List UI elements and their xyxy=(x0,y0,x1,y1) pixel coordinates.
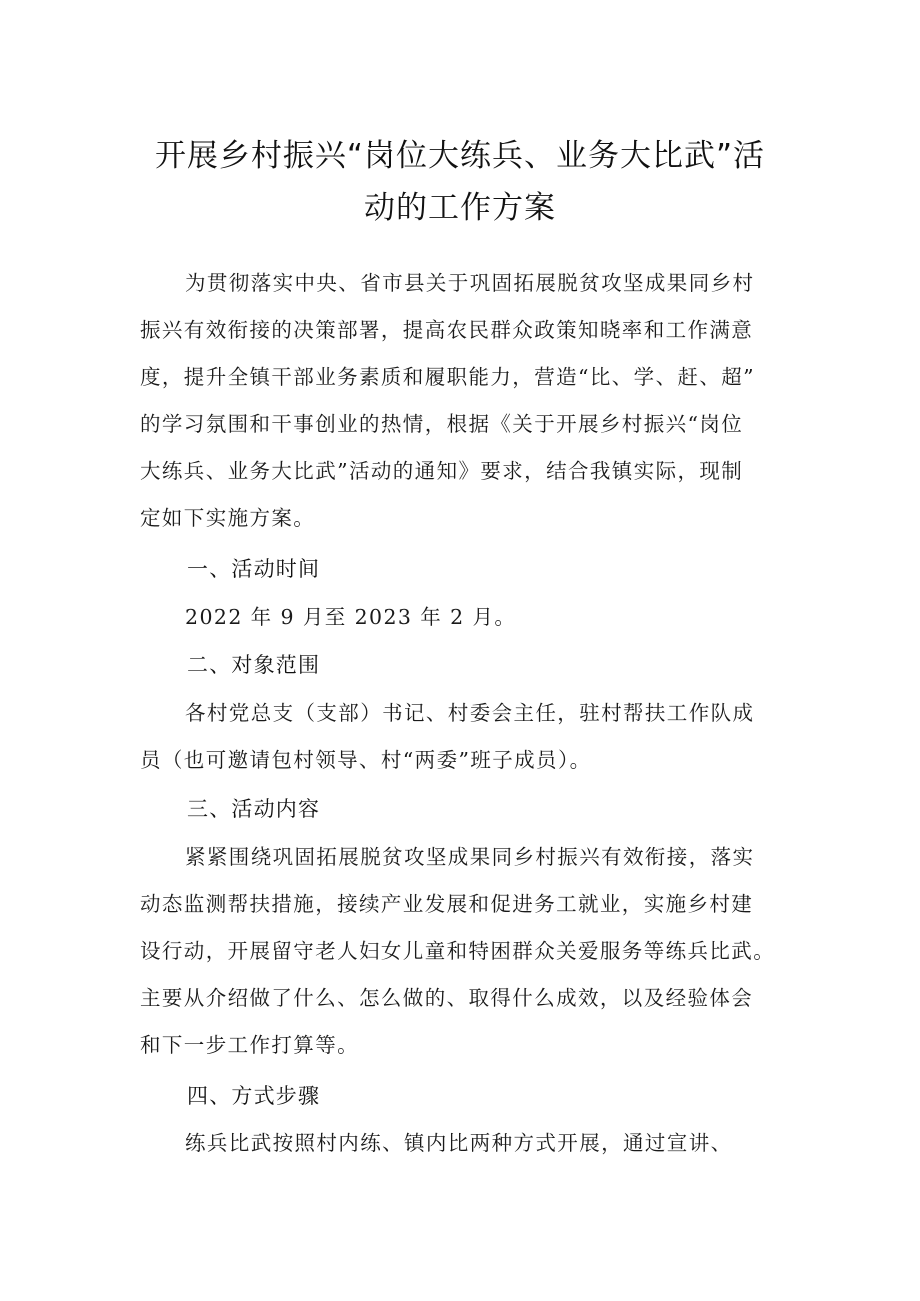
paragraph-line: 2022 年 9 月至 2023 年 2 月。 xyxy=(185,605,517,629)
paragraph-line: 为贯彻落实中央、省市县关于巩固拓展脱贫攻坚成果同乡村 xyxy=(185,271,755,295)
intro-paragraph xyxy=(140,260,788,542)
content-paragraph xyxy=(140,834,788,1069)
paragraph-line: 和下一步工作打算等。 xyxy=(140,1033,359,1057)
section-heading: 三、活动内容 xyxy=(187,797,321,821)
scope-paragraph xyxy=(140,690,788,784)
paragraph-line: 各村党总支（支部）书记、村委会主任，驻村帮扶工作队成 xyxy=(185,701,755,725)
paragraph-line: 主要从介绍做了什么、怎么做的、取得什么成效，以及经验体会 xyxy=(140,986,754,1010)
paragraph-line: 员（也可邀请包村领导、村“两委”班子成员）。 xyxy=(140,748,592,772)
activity-time-paragraph xyxy=(140,594,788,641)
title-line: 开展乡村振兴“岗位大练兵、业务大比武”活 xyxy=(154,138,766,174)
section-heading: 二、对象范围 xyxy=(187,653,321,677)
paragraph-line: 设行动，开展留守老人妇女儿童和特困群众关爱服务等练兵比武。 xyxy=(140,939,776,963)
paragraph-line: 度，提升全镇干部业务素质和履职能力，营造“比、学、赶、超” xyxy=(140,365,756,389)
section-heading: 四、方式步骤 xyxy=(187,1084,321,1108)
method-paragraph xyxy=(140,1120,788,1167)
title-line: 动的工作方案 xyxy=(364,190,556,226)
paragraph-line: 动态监测帮扶措施，接续产业发展和促进务工就业，实施乡村建 xyxy=(140,892,754,916)
paragraph-line: 定如下实施方案。 xyxy=(140,506,316,530)
paragraph-line: 振兴有效衔接的决策部署，提高农民群众政策知晓率和工作满意 xyxy=(140,318,754,342)
document-title xyxy=(120,130,800,234)
paragraph-line: 紧紧围绕巩固拓展脱贫攻坚成果同乡村振兴有效衔接，落实 xyxy=(185,845,755,869)
paragraph-line: 大练兵、业务大比武”活动的通知》要求，结合我镇实际，现制 xyxy=(140,459,744,483)
paragraph-line: 练兵比武按照村内练、镇内比两种方式开展，通过宣讲、 xyxy=(185,1131,733,1155)
section-heading: 一、活动时间 xyxy=(187,557,321,581)
paragraph-line: 的学习氛围和干事创业的热情，根据《关于开展乡村振兴“岗位 xyxy=(140,412,744,436)
